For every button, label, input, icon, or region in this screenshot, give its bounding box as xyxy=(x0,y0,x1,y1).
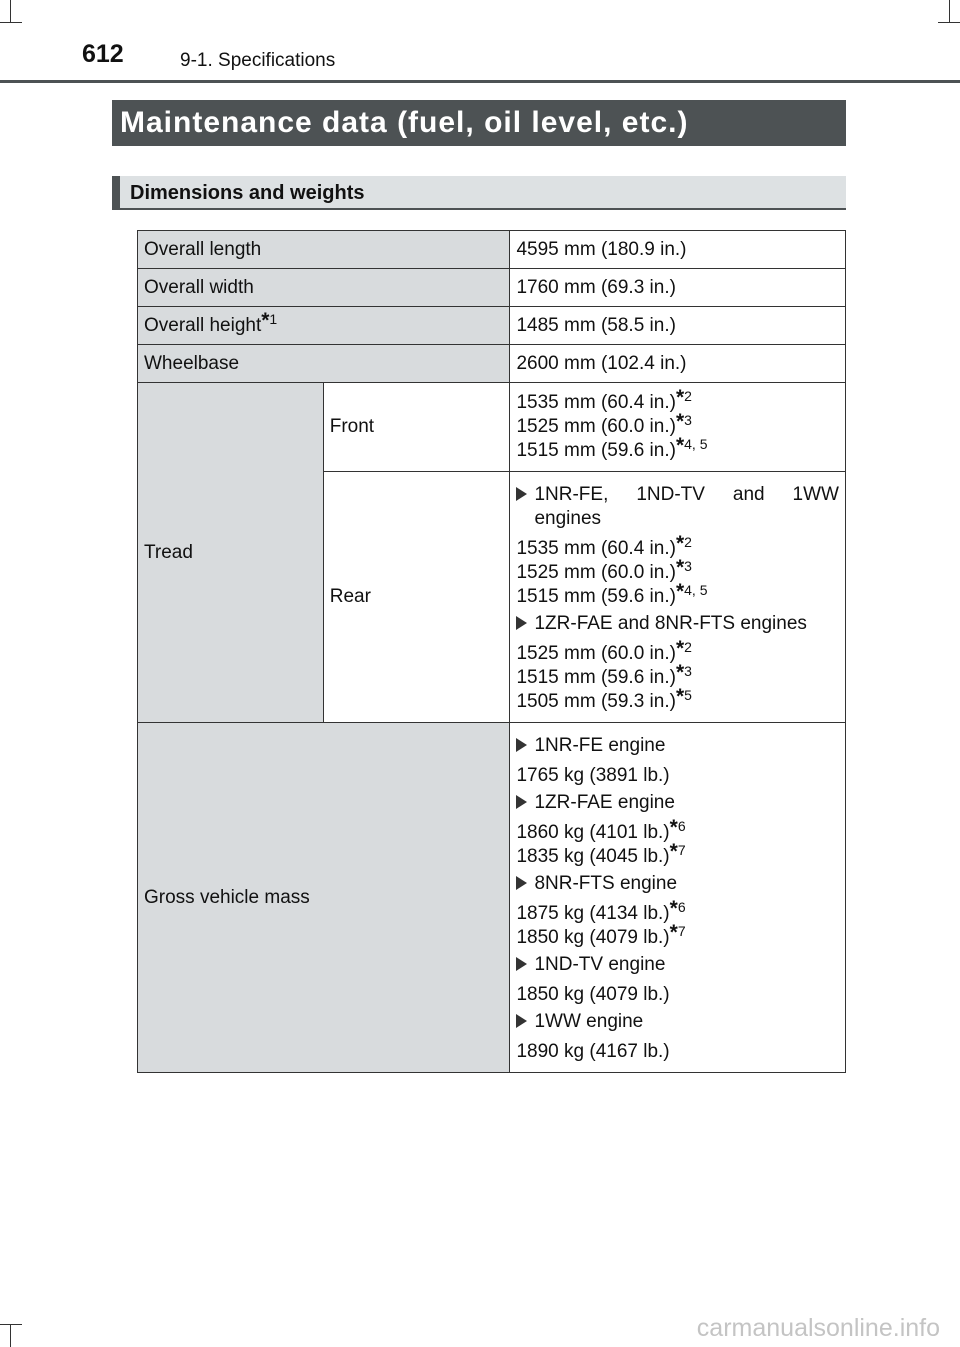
crop-mark xyxy=(0,22,22,23)
table-row xyxy=(138,307,846,345)
dimensions-table xyxy=(137,230,846,1073)
value-line: 1505 mm (59.3 in.)$^{*5}$ xyxy=(516,685,692,712)
crop-mark xyxy=(0,1324,22,1325)
engine-group-heading: 1ZR-FAE engine xyxy=(516,791,839,815)
engine-group-heading: 1ND-TV engine xyxy=(516,953,839,977)
value-line: 1535 mm (60.4 in.)$^{*2}$ xyxy=(516,386,692,413)
value-line: 1875 kg (4134 lb.)$^{*6}$ xyxy=(516,897,686,924)
triangle-bullet-icon xyxy=(516,487,527,501)
value-overall-height: 1485 mm (58.5 in.) xyxy=(510,307,846,345)
crop-mark xyxy=(10,1325,11,1347)
value-line: 1890 kg (4167 lb.) xyxy=(516,1041,670,1062)
row-label-tread: Tread xyxy=(138,383,324,723)
value-overall-length: 4595 mm (180.9 in.) xyxy=(510,231,846,269)
value-tread-rear xyxy=(510,472,846,723)
engine-group-heading: 1ZR-FAE and 8NR-FTS engines xyxy=(516,612,839,636)
value-line: 1525 mm (60.0 in.)$^{*2}$ xyxy=(516,637,692,664)
table-row xyxy=(138,269,846,307)
value-line: 1515 mm (59.6 in.)$^{*4, 5}$ xyxy=(516,434,708,461)
triangle-bullet-icon xyxy=(516,876,527,890)
label-tread-rear: Rear xyxy=(323,472,510,723)
watermark: carmanualsonline.info xyxy=(696,1314,940,1342)
engine-group-heading: 1NR-FE, 1ND-TV and 1WW engines xyxy=(516,483,839,531)
row-label-overall-height xyxy=(138,307,510,345)
triangle-bullet-icon xyxy=(516,616,527,630)
row-label-gross-vehicle-mass: Gross vehicle mass xyxy=(138,723,510,1073)
page-number: 612 xyxy=(82,40,124,68)
value-line: 1525 mm (60.0 in.)$^{*3}$ xyxy=(516,410,692,437)
header-rule xyxy=(0,80,960,83)
value-line: 1515 mm (59.6 in.)$^{*4, 5}$ xyxy=(516,580,708,607)
row-label-wheelbase: Wheelbase xyxy=(138,345,510,383)
engine-group-heading: 8NR-FTS engine xyxy=(516,872,839,896)
triangle-bullet-icon xyxy=(516,957,527,971)
value-line: 1515 mm (59.6 in.)$^{*3}$ xyxy=(516,661,692,688)
table-row xyxy=(138,383,846,472)
value-line: 1535 mm (60.4 in.)$^{*2}$ xyxy=(516,532,692,559)
value-tread-front xyxy=(510,383,846,472)
sub-title: Dimensions and weights xyxy=(112,176,846,210)
crop-mark xyxy=(938,22,960,23)
triangle-bullet-icon xyxy=(516,1014,527,1028)
crop-mark xyxy=(10,0,11,22)
value-line: 1850 kg (4079 lb.)$^{*7}$ xyxy=(516,921,686,948)
label-text: Overall height xyxy=(144,314,262,336)
value-line: 1525 mm (60.0 in.)$^{*3}$ xyxy=(516,556,692,583)
section-reference: 9-1. Specifications xyxy=(180,50,336,71)
footnote-ref: *1 xyxy=(261,308,278,332)
value-overall-width: 1760 mm (69.3 in.) xyxy=(510,269,846,307)
value-gross-vehicle-mass xyxy=(510,723,846,1073)
table-row xyxy=(138,231,846,269)
triangle-bullet-icon xyxy=(516,795,527,809)
main-title: Maintenance data (fuel, oil level, etc.) xyxy=(112,100,846,146)
triangle-bullet-icon xyxy=(516,738,527,752)
value-line: 1860 kg (4101 lb.)$^{*6}$ xyxy=(516,816,686,843)
row-label-overall-length: Overall length xyxy=(138,231,510,269)
engine-group-heading: 1WW engine xyxy=(516,1010,839,1034)
row-label-overall-width: Overall width xyxy=(138,269,510,307)
table-row xyxy=(138,345,846,383)
engine-group-heading: 1NR-FE engine xyxy=(516,734,839,758)
table-row xyxy=(138,723,846,1073)
footnote-number: 1 xyxy=(269,310,278,327)
value-wheelbase: 2600 mm (102.4 in.) xyxy=(510,345,846,383)
value-line: 1835 kg (4045 lb.)$^{*7}$ xyxy=(516,840,686,867)
crop-mark xyxy=(949,0,950,22)
label-tread-front: Front xyxy=(323,383,510,472)
value-line: 1765 kg (3891 lb.) xyxy=(516,765,670,786)
value-line: 1850 kg (4079 lb.) xyxy=(516,984,670,1005)
